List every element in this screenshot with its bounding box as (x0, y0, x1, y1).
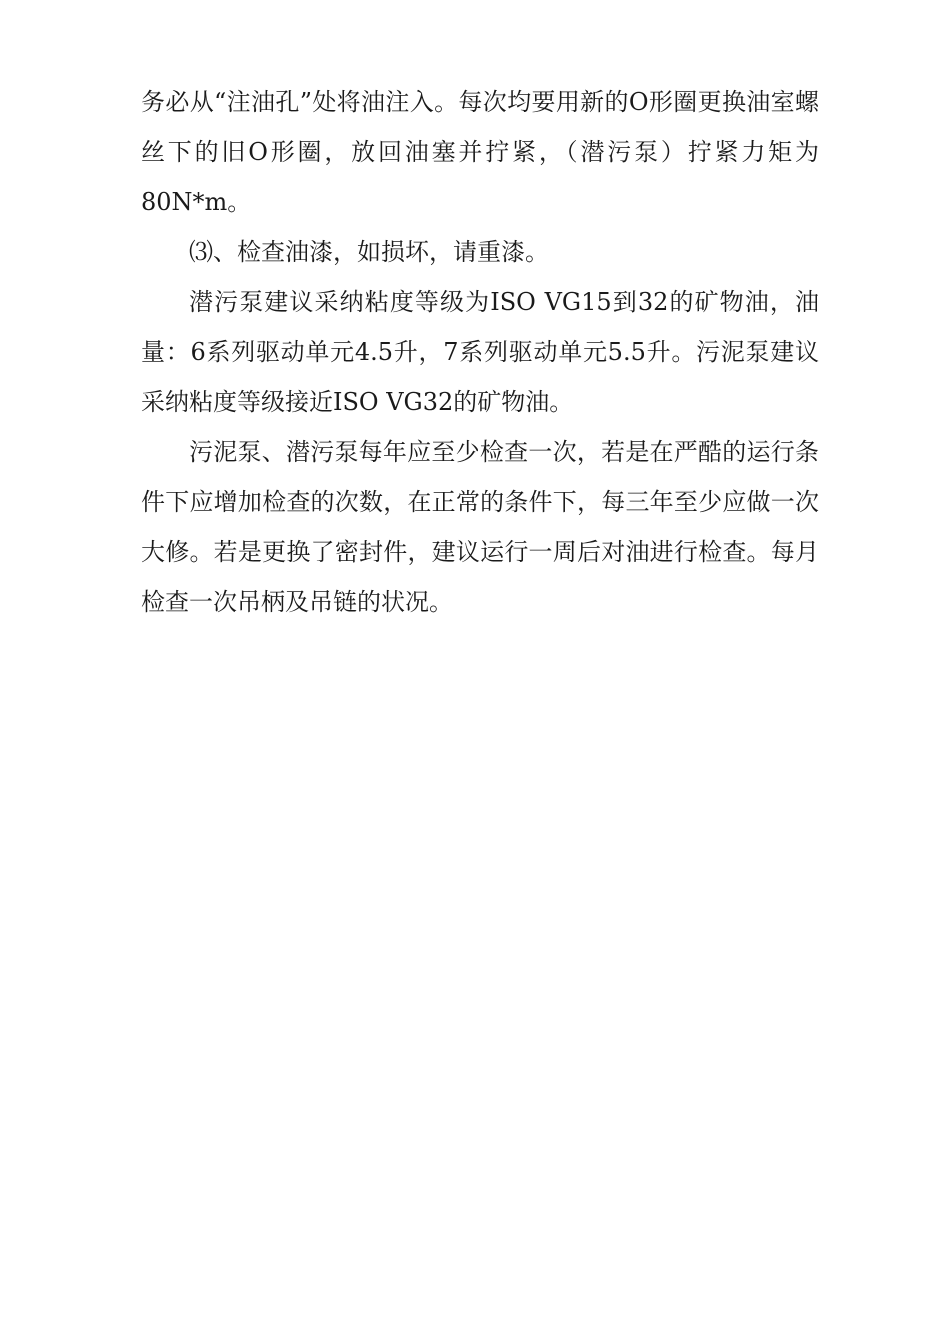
paragraph-inspection-schedule: 污泥泵、潜污泵每年应至少检查一次，若是在严酷的运行条件下应增加检查的次数，在正常的条件下，每三年至少应做一次大修。若是更换了密封件，建议运行一周后对油进行检查。每月检查一次吊柄及吊链的状况。 (141, 438, 819, 616)
paragraph-oil-grade: 潜污泵建议采纳粘度等级为ISO VG15到32的矿物油，油量：6系列驱动单元4.5升，7系列驱动单元5.5升。污泥泵建议采纳粘度等级接近ISO VG32的矿物油。 (141, 288, 819, 416)
document-body (141, 77, 819, 627)
paragraph-oil-fill: 务必从“注油孔”处将油注入。每次均要用新的O形圈更换油室螺丝下的旧O形圈，放回油塞并拧紧，（潜污泵）拧紧力矩为80N*m。 (141, 88, 819, 216)
paragraph-paint-check: ⑶、检查油漆，如损坏，请重漆。 (189, 238, 549, 266)
